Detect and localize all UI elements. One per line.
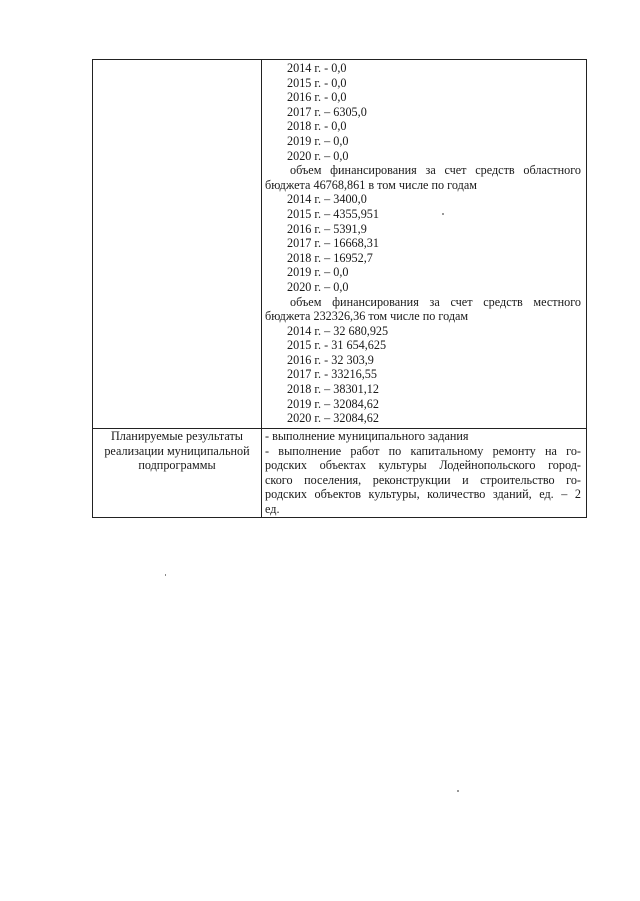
results-label-line3: подпрограммы [138,458,216,473]
regional-year-line: 2015 г. – 4355,951 [287,206,379,221]
local-year-line: 2016 г. - 32 303,9 [287,352,374,367]
scan-speck [442,213,444,215]
federal-year-line: 2014 г. - 0,0 [287,61,347,75]
result-item-2-line3: ского поселения, реконструкции и строительство го- [265,472,581,487]
funding-row-content-cell [262,60,587,429]
result-item-2-line4: родских объектов культуры, количество зданий, ед. – 2 [265,487,581,502]
result-item-2-line5: ед. [265,501,280,516]
local-year-line: 2020 г. – 32084,62 [287,411,379,426]
local-funding-heading-line2: бюджета 232326,36 том числе по годам [265,309,469,324]
regional-year-line: 2014 г. – 3400,0 [287,192,367,207]
results-label-line1: Планируемые результаты [111,429,243,443]
regional-funding-heading-line1: объем финансирования за счет средств областного [290,163,581,178]
local-year-line: 2019 г. – 32084,62 [287,396,379,411]
scan-speck [165,574,166,576]
results-label-line2: реализации муниципальной [104,443,250,458]
local-funding-heading-line1: объем финансирования за счет средств местного [290,294,581,309]
federal-year-line: 2016 г. - 0,0 [287,90,347,105]
results-row [93,429,587,518]
funding-row-label-cell [93,60,262,429]
regional-funding-heading-line2: бюджета 46768,861 в том числе по годам [265,177,477,192]
regional-year-line: 2016 г. – 5391,9 [287,221,367,236]
local-year-line: 2015 г. - 31 654,625 [287,338,387,353]
result-item-1: - выполнение муниципального задания [265,429,469,443]
local-year-line: 2017 г. - 33216,55 [287,367,377,382]
local-year-line: 2014 г. – 32 680,925 [287,323,389,338]
federal-year-line: 2019 г. – 0,0 [287,133,349,148]
results-label-cell [93,429,262,518]
regional-year-line: 2019 г. – 0,0 [287,265,349,280]
regional-year-line: 2020 г. – 0,0 [287,279,349,294]
result-item-2-line2: родских объектах культуры Лодейнопольского город- [265,458,581,473]
local-year-line: 2018 г. – 38301,12 [287,382,379,397]
regional-year-line: 2018 г. – 16952,7 [287,250,373,265]
program-table [92,59,587,518]
result-item-2-line1: - выполнение работ по капитальному ремонту на го- [265,443,581,458]
scan-speck [457,790,459,792]
federal-year-line: 2015 г. - 0,0 [287,75,347,90]
results-content-cell [262,429,587,518]
federal-year-line: 2018 г. - 0,0 [287,119,347,134]
federal-year-line: 2017 г. – 6305,0 [287,104,367,119]
funding-row [93,60,587,429]
federal-year-line: 2020 г. – 0,0 [287,148,349,163]
regional-year-line: 2017 г. – 16668,31 [287,236,379,251]
